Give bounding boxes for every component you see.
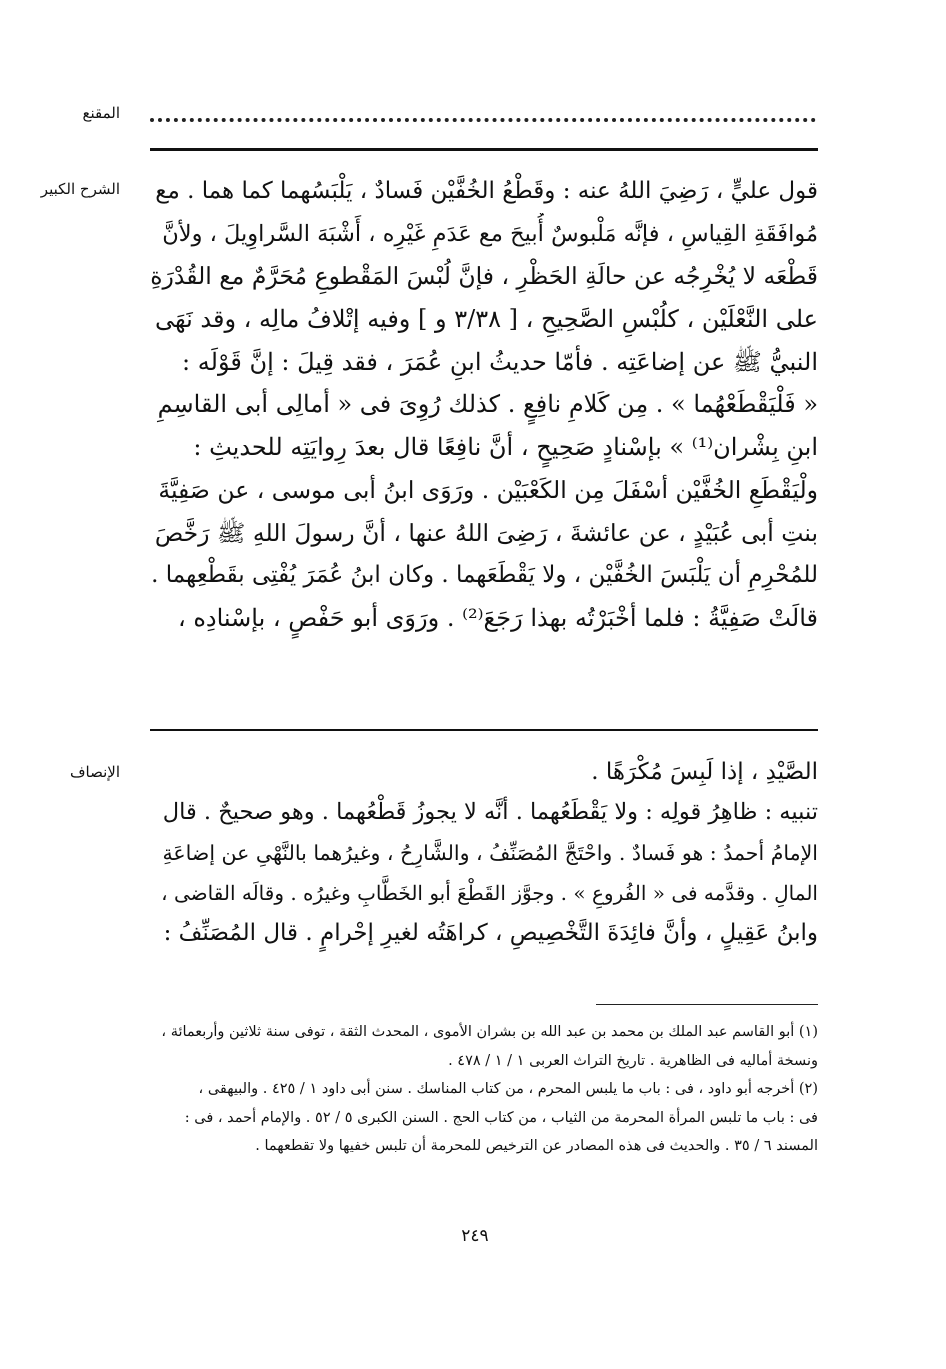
text-line: قول عليٍّ ، رَضِيَ اللهُ عنه : وقَطْعُ الخُفَّيْن فَسادٌ ، يَلْبَسُهما كما هما . مع	[155, 178, 818, 204]
insaf-text-block	[150, 752, 818, 953]
footnote-line: فى : باب ما تلبس المرأة المحرمة من الثياب ، من كتاب الحج . السنن الكبرى ٥ / ٥٢ . والإمام أحمد ، فى :	[184, 1109, 818, 1126]
text-line: بنتِ أبى عُبَيْدٍ ، عن عائشةَ ، رَضِىَ اللهُ عنها ، أنَّ رسولَ اللهِ ﷺ رَخَّصَ	[154, 518, 818, 547]
footnote-line: المسند ٦ / ٣٥ . والحديث فى هذه المصادر عن الترخيص للمحرمة أن تلبس خفيها ولا تقطعهما .	[255, 1138, 818, 1155]
text-line: « فَلْيَقْطَعْهُما » . مِن كَلامِ نافِعٍ . كذلك رُوِىَ فى « أمالِى أبى القاسِمِ	[157, 390, 818, 419]
text-line: المالِ . وقدَّمه فى « الفُروعِ » . وجوَّز القَطْعَ أبو الخَطَّابِ وغيرُه . وقالَه القاضى ،	[161, 880, 818, 905]
text-line: ابنِ بِشْران⁽¹⁾ » بإسْنادٍ صَحِيحٍ ، أنَّ نافِعًا قال بعدَ رِوايَتِه للحديثِ :	[193, 433, 818, 462]
sharh-text-block	[150, 170, 818, 640]
margin-label-insaf: الإنصاف	[69, 763, 120, 781]
header-rule	[150, 148, 818, 151]
dotted-leader	[150, 106, 816, 122]
footnote-rule	[596, 1004, 818, 1005]
footnote-line: (١) أبو القاسم عبد الملك بن محمد بن عبد الله بن بشران الأموى ، المحدث الثقة ، توفى سنة ثلاثين وأربعمائة ،	[161, 1024, 818, 1040]
page-number: ٢٤٩	[461, 1226, 489, 1246]
text-line: على النَّعْلَيْن ، كلُبْسِ الصَّحِيحِ ، [ ٣/٣٨ و ] وفيه إتْلافُ مالِه ، وقد نَهَى	[155, 305, 818, 334]
text-line: وابنُ عَقِيلٍ ، وأنَّ فائِدَةَ التَّخْصِيصِ ، كراهَتُه لغيرِ إحْرامٍ . قال المُصَنِّفُ :	[163, 920, 818, 947]
text-line: قَطْعَه لا يُخْرِجُه عن حالَةِ الحَظْرِ ، فإنَّ لُبْسَ المَقْطوعِ مُحَرَّمٌ مع القُدْرَةِ	[150, 262, 818, 291]
margin-label-sharh: الشرح الكبير	[40, 180, 120, 198]
running-title: المقنع	[82, 104, 120, 122]
text-line: الصَّيْدِ ، إذا لَبِسَ مُكْرَهًا .	[591, 759, 818, 785]
text-line: قالَتْ صَفِيَّةُ : فلما أخْبَرْتُه بهذا رَجَعَ⁽²⁾ . ورَوَى أبو حَفْصٍ ، بإسْنادِه ،	[177, 603, 818, 632]
footnotes-block	[150, 1018, 818, 1161]
footnote-line: ونسخة أماليه فى الظاهرية . تاريخ التراث العربى ١ / ١ / ٤٧٨ .	[448, 1052, 818, 1069]
section-divider	[150, 729, 818, 731]
text-line: ولْيَقْطَعِ الخُفَّيْن أسْفَلَ مِن الكَعْبَيْن . ورَوَى ابنُ أبى موسى ، عن صَفِيَّةَ	[158, 475, 818, 504]
footnote-line: (٢) أخرجه أبو داود ، فى : باب ما يلبس المحرم ، من كتاب المناسك . سنن أبى داود ١ / ٤٢٥ . والبيهقى ،	[198, 1081, 818, 1098]
text-line: مُوافَقَةِ القِياسِ ، فإنَّه مَلْبوسٌ أُبيحَ مع عَدَمِ غَيْرِه ، أَشْبَهَ السَّراوِيلَ ، ولأنَّ	[162, 220, 818, 247]
text-line: النبيُّ ﷺ عن إضاعَتِه . فأمّا حديثُ ابنِ عُمَرَ ، فقد قِيلَ : إنَّ قَوْلَه :	[182, 347, 818, 376]
text-line: الإمامُ أحمدُ : هو فَسادٌ . واحْتَجَّ المُصَنِّفُ ، والشَّارِحُ ، وغيرُهما بالنَّهْىِ عن إضاعَةِ	[162, 840, 818, 865]
text-line: للمُحْرِمِ أن يَلْبَسَ الخُفَّيْن ، ولا يَقْطَعَهما . وكان ابنُ عُمَرَ يُفْتِى بقَطْعِهما .	[151, 562, 818, 589]
text-line: تنبيه : ظاهِرُ قولِه : ولا يَقْطَعُهما . أنَّه لا يجوزُ قَطْعُهما . وهو صحيحٌ . قال	[162, 799, 818, 826]
